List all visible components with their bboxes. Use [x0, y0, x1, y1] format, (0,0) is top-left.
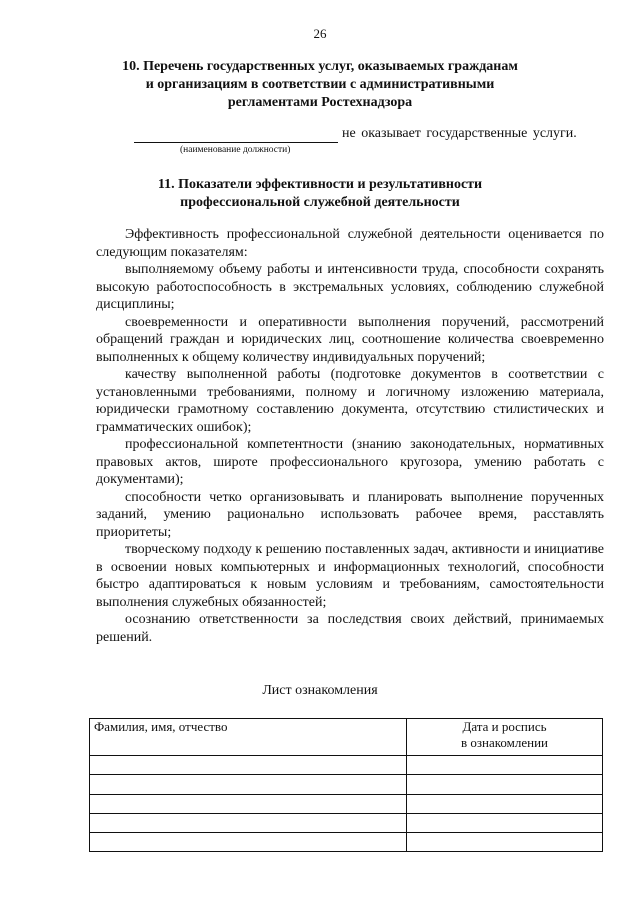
- table-cell: [90, 775, 407, 794]
- column-header-line: в ознакомлении: [460, 735, 548, 750]
- table-row: [90, 794, 603, 813]
- table-cell: [407, 813, 603, 832]
- paragraph-indicator: осознанию ответственности за последствия своих действий, принимаемых решений.: [96, 612, 604, 645]
- table-cell: [407, 794, 603, 813]
- section-10-title: 10. Перечень государственных услуг, оказываемых гражданам и организациям в соответствии с административными регламентами Ростехнадзора: [122, 59, 518, 110]
- paragraph-indicator: качеству выполненной работы (подготовке документов в соответствии с установленными требованиями, полному и логичному изложению материала, юридически грамотному составлению документа, отсутствию стилистических и грамматических ошибок);: [96, 367, 604, 435]
- table-cell: [407, 756, 603, 775]
- table-cell: [90, 813, 407, 832]
- table-cell: [90, 832, 407, 851]
- table-cell: [407, 832, 603, 851]
- paragraph-indicator: своевременности и оперативности выполнения поручений, рассмотрений обращений граждан и юридических лиц, соотношение количества своевременно выполненных к общему количеству индивидуальных поручений;: [96, 314, 604, 365]
- no-services-statement: не оказывает государственные услуги.: [342, 126, 577, 141]
- table-header-row: [90, 719, 603, 756]
- column-header-line: Дата и роспись: [462, 719, 547, 734]
- table-row: [90, 832, 603, 851]
- paragraph-indicator: творческому подходу к решению поставленных задач, активности и инициативе в освоении новых компьютерных и информационных технологий, способности быстро адаптироваться к новым условиям и требованиям, самостоятельности выполнения служебных обязанностей;: [96, 542, 604, 610]
- table-cell: [407, 775, 603, 794]
- column-header-full-name: Фамилия, имя, отчество: [90, 719, 407, 756]
- table-row: [90, 756, 603, 775]
- table-cell: [90, 794, 407, 813]
- acknowledgement-table: [89, 718, 603, 852]
- table-cell: [90, 756, 407, 775]
- paragraph-indicator: выполняемому объему работы и интенсивности труда, способности сохранять высокую работоспособность в экстремальных условиях, соблюдению служебной дисциплины;: [96, 262, 604, 312]
- table-row: [90, 775, 603, 794]
- position-name-blank-line: [134, 142, 338, 143]
- acknowledgement-title: Лист ознакомления: [262, 683, 378, 698]
- section-11-body: [96, 226, 604, 646]
- section-11-title: 11. Показатели эффективности и результативности профессиональной служебной деятельности: [157, 177, 483, 210]
- table-row: [90, 813, 603, 832]
- page-number: 26: [313, 26, 327, 41]
- paragraph-indicator: профессиональной компетентности (знанию законодательных, нормативных правовых актов, широте профессионального кругозора, умению работать с документами);: [96, 437, 604, 487]
- paragraph-intro: Эффективность профессиональной служебной деятельности оценивается по следующим показателям:: [96, 227, 604, 260]
- position-name-caption: (наименование должности): [180, 145, 291, 155]
- column-header-date-signature: [407, 719, 603, 756]
- paragraph-indicator: способности четко организовывать и планировать выполнение порученных заданий, умению рационально использовать рабочее время, расставлять приоритеты;: [96, 489, 604, 540]
